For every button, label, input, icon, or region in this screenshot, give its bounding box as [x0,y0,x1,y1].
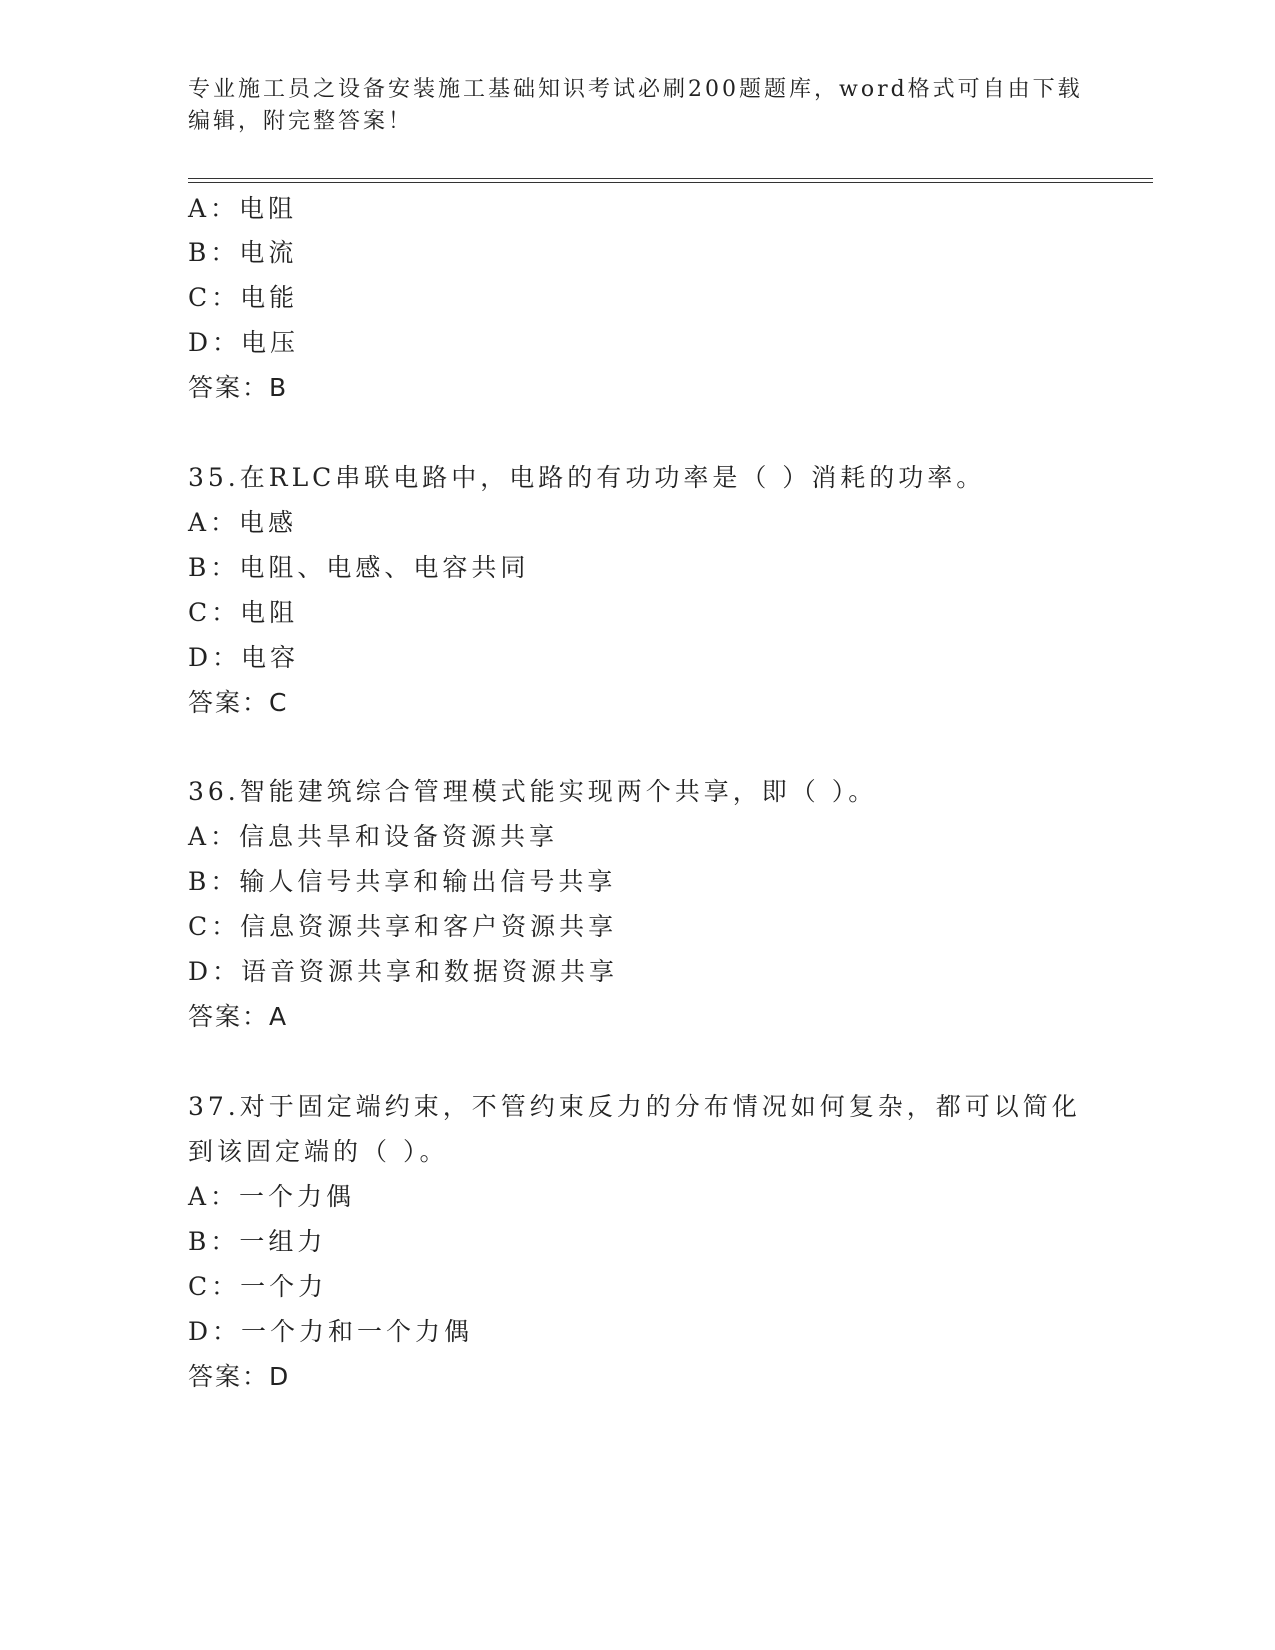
answer-line: 答案：B [188,373,289,402]
option-a: A：电阻 [188,194,298,223]
header-divider-bottom [188,182,1153,183]
option-c: C：一个力 [188,1272,328,1301]
option-b: B：电阻、电感、电容共同 [188,553,530,582]
answer-line: 答案：D [188,1362,291,1391]
option-a: A：信息共旱和设备资源共享 [188,822,559,851]
header-line-2: 编辑，附完整答案！ [188,109,414,134]
document-header [188,74,1088,138]
question-text: 37.对于固定端约束，不管约束反力的分布情况如何复杂，都可以简化 [188,1092,1081,1121]
option-d: D：电压 [188,328,300,357]
option-b: B：电流 [188,238,298,267]
option-d: D：电容 [188,643,300,672]
option-c: C：电能 [188,283,299,312]
option-c: C：电阻 [188,598,299,627]
answer-line: 答案：C [188,688,289,717]
question-text: 36.智能建筑综合管理模式能实现两个共享，即（ ）。 [188,777,878,806]
option-b: B：一组力 [188,1227,327,1256]
option-a: A：一个力偶 [188,1182,356,1211]
option-a: A：电感 [188,508,298,537]
option-d: D：一个力和一个力偶 [188,1317,474,1346]
header-divider-top [188,178,1153,179]
question-text: 35.在RLC串联电路中，电路的有功功率是（ ）消耗的功率。 [188,463,986,492]
option-b: B：输人信号共享和输出信号共享 [188,867,617,896]
question-text-continued: 到该固定端的（ ）。 [188,1137,449,1166]
header-line-1: 专业施工员之设备安装施工基础知识考试必刷200题题库，word格式可自由下载 [188,77,1083,102]
answer-line: 答案：A [188,1002,289,1031]
option-d: D：语音资源共享和数据资源共享 [188,957,619,986]
option-c: C：信息资源共享和客户资源共享 [188,912,618,941]
